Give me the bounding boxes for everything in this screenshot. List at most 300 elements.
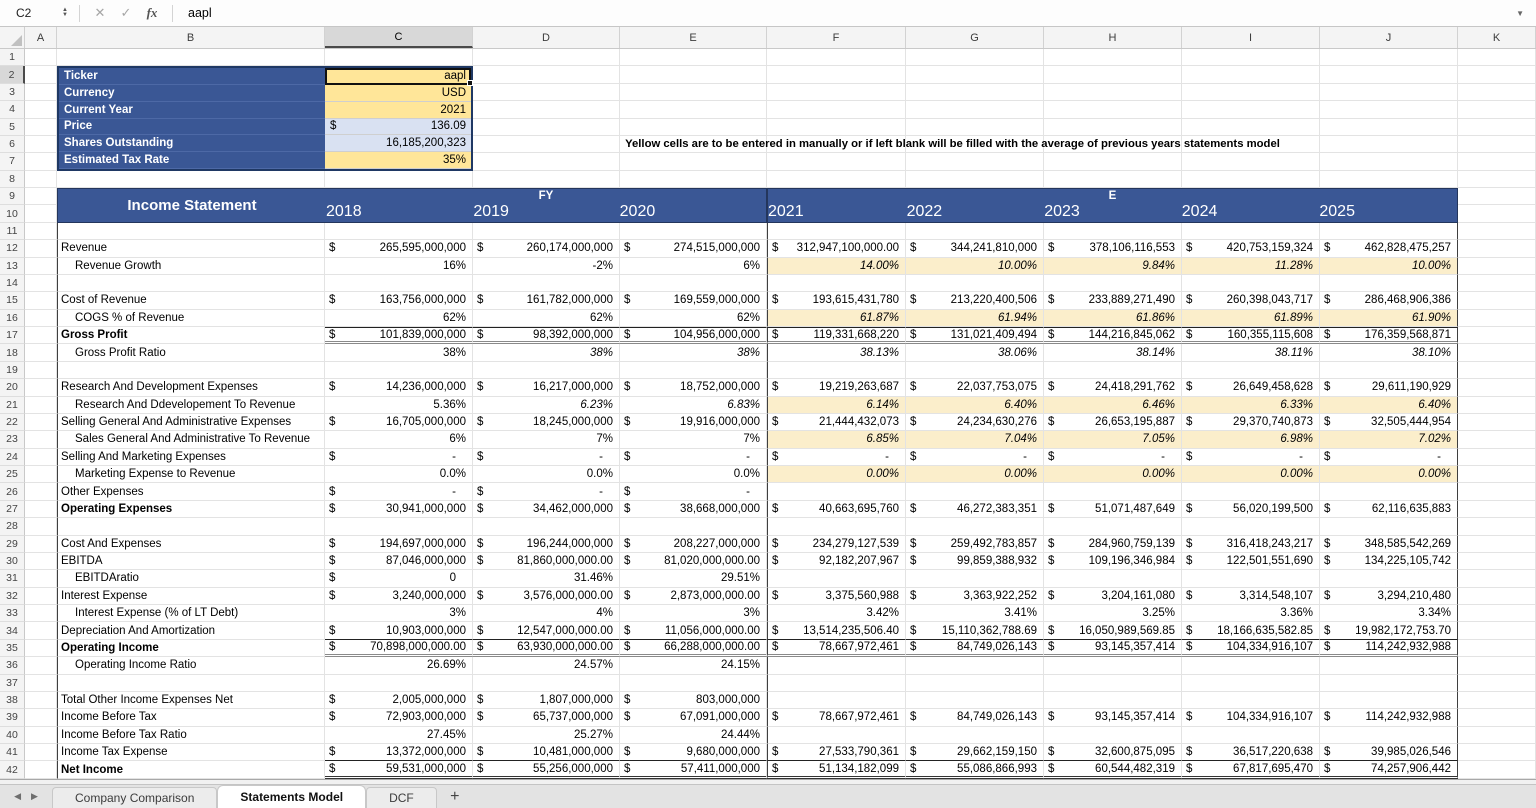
cell-J27[interactable] xyxy=(1320,501,1458,518)
col-header-D[interactable]: D xyxy=(473,27,620,48)
cell-E15[interactable] xyxy=(620,292,767,309)
cell-H16[interactable]: 61.86% xyxy=(1044,310,1182,327)
cell-E31[interactable]: 29.51% xyxy=(620,570,767,587)
cell-J23[interactable]: 7.02% xyxy=(1320,431,1458,448)
cell-C26[interactable] xyxy=(325,483,473,500)
cell-A15[interactable] xyxy=(25,292,57,309)
cell-I39[interactable] xyxy=(1182,709,1320,726)
cell-J19[interactable] xyxy=(1320,362,1458,379)
cell-D13[interactable]: -2% xyxy=(473,258,620,275)
cell-K25[interactable] xyxy=(1458,466,1536,483)
cell-E17[interactable] xyxy=(620,327,767,344)
cell-H27[interactable] xyxy=(1044,501,1182,518)
cell-C22[interactable] xyxy=(325,414,473,431)
row-header-12[interactable]: 12 xyxy=(0,240,25,257)
cell-A6[interactable] xyxy=(25,136,57,153)
cell-J17[interactable] xyxy=(1320,327,1458,344)
cell-G36[interactable] xyxy=(906,657,1044,674)
cell-C28[interactable] xyxy=(325,518,473,535)
cell-G27[interactable] xyxy=(906,501,1044,518)
cell-B18-gross-profit-ratio[interactable]: Gross Profit Ratio xyxy=(57,344,325,361)
cell-A32[interactable] xyxy=(25,588,57,605)
cell-B23-sales-general-and-administrative-to-revenue[interactable]: Sales General And Administrative To Revenue xyxy=(57,431,325,448)
cell-G21[interactable]: 6.40% xyxy=(906,397,1044,414)
cell-D16[interactable]: 62% xyxy=(473,310,620,327)
cell-A30[interactable] xyxy=(25,553,57,570)
cell-A36[interactable] xyxy=(25,657,57,674)
cell-H38[interactable] xyxy=(1044,692,1182,709)
cell-D1[interactable] xyxy=(473,49,620,66)
cell-A21[interactable] xyxy=(25,397,57,414)
info-label-ticker[interactable]: Ticker xyxy=(59,68,325,85)
cell-C39[interactable] xyxy=(325,709,473,726)
cell-J16[interactable]: 61.90% xyxy=(1320,310,1458,327)
cell-B41-income-tax-expense[interactable]: Income Tax Expense xyxy=(57,744,325,761)
cell-H40[interactable] xyxy=(1044,727,1182,744)
cell-C34[interactable] xyxy=(325,622,473,639)
cell-A5[interactable] xyxy=(25,119,57,136)
cell-I11[interactable] xyxy=(1182,223,1320,240)
row-header-14[interactable]: 14 xyxy=(0,275,25,292)
cell-D7[interactable] xyxy=(473,153,620,170)
cell-F16[interactable]: 61.87% xyxy=(767,310,906,327)
cell-I32[interactable] xyxy=(1182,588,1320,605)
row-header-15[interactable]: 15 xyxy=(0,292,25,309)
info-value-currency[interactable] xyxy=(325,85,471,102)
year-2018[interactable]: 2018 xyxy=(326,202,362,220)
cell-B28[interactable] xyxy=(57,518,325,535)
col-header-B[interactable]: B xyxy=(57,27,325,48)
cell-A29[interactable] xyxy=(25,536,57,553)
cell-K6[interactable] xyxy=(1458,136,1536,153)
cell-A4[interactable] xyxy=(25,101,57,118)
cell-H34[interactable] xyxy=(1044,622,1182,639)
cell-K13[interactable] xyxy=(1458,258,1536,275)
info-value-shares-outstanding[interactable] xyxy=(325,135,471,152)
cell-E20[interactable] xyxy=(620,379,767,396)
cell-H12[interactable] xyxy=(1044,240,1182,257)
cell-D35[interactable] xyxy=(473,640,620,657)
cell-I37[interactable] xyxy=(1182,675,1320,692)
row-header-3[interactable]: 3 xyxy=(0,84,25,101)
cell-J41[interactable] xyxy=(1320,744,1458,761)
cell-D21[interactable]: 6.23% xyxy=(473,397,620,414)
cell-F11[interactable] xyxy=(767,223,906,240)
cell-C21[interactable]: 5.36% xyxy=(325,397,473,414)
col-header-E[interactable]: E xyxy=(620,27,767,48)
cell-H18[interactable]: 38.14% xyxy=(1044,344,1182,361)
cell-H31[interactable] xyxy=(1044,570,1182,587)
cell-I25[interactable]: 0.00% xyxy=(1182,466,1320,483)
cell-D29[interactable] xyxy=(473,536,620,553)
cell-C33[interactable]: 3% xyxy=(325,605,473,622)
cell-A17[interactable] xyxy=(25,327,57,344)
year-2024[interactable]: 2024 xyxy=(1181,202,1218,220)
cell-B22-selling-general-and-administrative-expenses[interactable]: Selling General And Administrative Expenses xyxy=(57,414,325,431)
cell-I3[interactable] xyxy=(1182,84,1320,101)
cell-H37[interactable] xyxy=(1044,675,1182,692)
cell-D19[interactable] xyxy=(473,362,620,379)
cell-D11[interactable] xyxy=(473,223,620,240)
cell-D32[interactable] xyxy=(473,588,620,605)
cell-J4[interactable] xyxy=(1320,101,1458,118)
cell-K12[interactable] xyxy=(1458,240,1536,257)
cell-C25[interactable]: 0.0% xyxy=(325,466,473,483)
cell-G25[interactable]: 0.00% xyxy=(906,466,1044,483)
cell-H19[interactable] xyxy=(1044,362,1182,379)
cell-H32[interactable] xyxy=(1044,588,1182,605)
cell-G33[interactable]: 3.41% xyxy=(906,605,1044,622)
cell-G20[interactable] xyxy=(906,379,1044,396)
row-header-33[interactable]: 33 xyxy=(0,605,25,622)
row-header-21[interactable]: 21 xyxy=(0,397,25,414)
cell-I13[interactable]: 11.28% xyxy=(1182,258,1320,275)
cell-D12[interactable] xyxy=(473,240,620,257)
cell-J42[interactable] xyxy=(1320,761,1458,778)
cell-H13[interactable]: 9.84% xyxy=(1044,258,1182,275)
cell-B8[interactable] xyxy=(57,171,325,188)
cell-G4[interactable] xyxy=(906,101,1044,118)
cell-F3[interactable] xyxy=(767,84,906,101)
row-header-24[interactable]: 24 xyxy=(0,449,25,466)
cell-D37[interactable] xyxy=(473,675,620,692)
cell-D18[interactable]: 38% xyxy=(473,344,620,361)
cell-K10[interactable] xyxy=(1458,205,1536,222)
cell-E11[interactable] xyxy=(620,223,767,240)
cell-C1[interactable] xyxy=(325,49,473,66)
cell-K40[interactable] xyxy=(1458,727,1536,744)
cell-H21[interactable]: 6.46% xyxy=(1044,397,1182,414)
col-header-K[interactable]: K xyxy=(1458,27,1536,48)
info-value-estimated-tax-rate[interactable] xyxy=(325,152,471,169)
cell-F42[interactable] xyxy=(767,761,906,778)
cell-J7[interactable] xyxy=(1320,153,1458,170)
cell-G24[interactable] xyxy=(906,449,1044,466)
row-header-1[interactable]: 1 xyxy=(0,49,25,66)
cell-J8[interactable] xyxy=(1320,171,1458,188)
cell-D14[interactable] xyxy=(473,275,620,292)
cell-A10[interactable] xyxy=(25,205,57,222)
cell-F23[interactable]: 6.85% xyxy=(767,431,906,448)
cell-D26[interactable] xyxy=(473,483,620,500)
cell-A12[interactable] xyxy=(25,240,57,257)
row-header-8[interactable]: 8 xyxy=(0,171,25,188)
cell-F24[interactable] xyxy=(767,449,906,466)
cell-K37[interactable] xyxy=(1458,675,1536,692)
cell-I7[interactable] xyxy=(1182,153,1320,170)
cell-I36[interactable] xyxy=(1182,657,1320,674)
cell-C30[interactable] xyxy=(325,553,473,570)
cell-J24[interactable] xyxy=(1320,449,1458,466)
cell-J6[interactable] xyxy=(1320,136,1458,153)
cell-E22[interactable] xyxy=(620,414,767,431)
cell-I31[interactable] xyxy=(1182,570,1320,587)
cell-C23[interactable]: 6% xyxy=(325,431,473,448)
cell-F18[interactable]: 38.13% xyxy=(767,344,906,361)
row-header-37[interactable]: 37 xyxy=(0,675,25,692)
cell-C17[interactable] xyxy=(325,327,473,344)
cell-C32[interactable] xyxy=(325,588,473,605)
cell-J37[interactable] xyxy=(1320,675,1458,692)
cell-G26[interactable] xyxy=(906,483,1044,500)
cell-E5[interactable] xyxy=(620,119,767,136)
cell-J18[interactable]: 38.10% xyxy=(1320,344,1458,361)
cell-D3[interactable] xyxy=(473,84,620,101)
cell-A42[interactable] xyxy=(25,761,57,778)
row-header-25[interactable]: 25 xyxy=(0,466,25,483)
info-label-price[interactable]: Price xyxy=(59,119,325,136)
cell-B11[interactable] xyxy=(57,223,325,240)
cell-B20-research-and-development-expenses[interactable]: Research And Development Expenses xyxy=(57,379,325,396)
cell-I42[interactable] xyxy=(1182,761,1320,778)
col-header-A[interactable]: A xyxy=(25,27,57,48)
info-label-currency[interactable]: Currency xyxy=(59,85,325,102)
info-label-current-year[interactable]: Current Year xyxy=(59,102,325,119)
cell-F25[interactable]: 0.00% xyxy=(767,466,906,483)
year-2025[interactable]: 2025 xyxy=(1319,202,1355,220)
cell-F20[interactable] xyxy=(767,379,906,396)
cell-B30-ebitda[interactable]: EBITDA xyxy=(57,553,325,570)
cell-D25[interactable]: 0.0% xyxy=(473,466,620,483)
cell-E41[interactable] xyxy=(620,744,767,761)
cell-E23[interactable]: 7% xyxy=(620,431,767,448)
cell-A26[interactable] xyxy=(25,483,57,500)
cell-G1[interactable] xyxy=(906,49,1044,66)
cell-I22[interactable] xyxy=(1182,414,1320,431)
cell-K11[interactable] xyxy=(1458,223,1536,240)
e-group-label[interactable]: E xyxy=(1108,190,1117,203)
cell-A41[interactable] xyxy=(25,744,57,761)
cell-B40-income-before-tax-ratio[interactable]: Income Before Tax Ratio xyxy=(57,727,325,744)
cell-I35[interactable] xyxy=(1182,640,1320,657)
cell-C38[interactable] xyxy=(325,692,473,709)
row-header-32[interactable]: 32 xyxy=(0,588,25,605)
formula-bar-expand-icon[interactable]: ▼ xyxy=(1516,8,1524,18)
cell-K1[interactable] xyxy=(1458,49,1536,66)
cell-B31-ebitdaratio[interactable]: EBITDAratio xyxy=(57,570,325,587)
cell-F17[interactable] xyxy=(767,327,906,344)
cell-G34[interactable] xyxy=(906,622,1044,639)
cell-B35-operating-income[interactable]: Operating Income xyxy=(57,640,325,657)
col-header-G[interactable]: G xyxy=(906,27,1044,48)
cell-I5[interactable] xyxy=(1182,119,1320,136)
cell-J22[interactable] xyxy=(1320,414,1458,431)
cell-A9[interactable] xyxy=(25,188,57,205)
row-header-30[interactable]: 30 xyxy=(0,553,25,570)
cell-H39[interactable] xyxy=(1044,709,1182,726)
row-header-2[interactable]: 2 xyxy=(0,66,25,83)
cell-G3[interactable] xyxy=(906,84,1044,101)
cell-E37[interactable] xyxy=(620,675,767,692)
cell-F22[interactable] xyxy=(767,414,906,431)
cell-H28[interactable] xyxy=(1044,518,1182,535)
cell-F4[interactable] xyxy=(767,101,906,118)
cell-K38[interactable] xyxy=(1458,692,1536,709)
cell-H3[interactable] xyxy=(1044,84,1182,101)
cancel-icon[interactable]: ✕ xyxy=(94,5,106,20)
cell-G28[interactable] xyxy=(906,518,1044,535)
cell-F29[interactable] xyxy=(767,536,906,553)
cell-I29[interactable] xyxy=(1182,536,1320,553)
row-header-13[interactable]: 13 xyxy=(0,258,25,275)
cell-K21[interactable] xyxy=(1458,397,1536,414)
cell-F13[interactable]: 14.00% xyxy=(767,258,906,275)
cell-D40[interactable]: 25.27% xyxy=(473,727,620,744)
cell-F37[interactable] xyxy=(767,675,906,692)
cell-K33[interactable] xyxy=(1458,605,1536,622)
cell-K29[interactable] xyxy=(1458,536,1536,553)
cell-A33[interactable] xyxy=(25,605,57,622)
cell-B27-operating-expenses[interactable]: Operating Expenses xyxy=(57,501,325,518)
cell-K31[interactable] xyxy=(1458,570,1536,587)
cell-F31[interactable] xyxy=(767,570,906,587)
cell-E7[interactable] xyxy=(620,153,767,170)
cell-G29[interactable] xyxy=(906,536,1044,553)
row-header-27[interactable]: 27 xyxy=(0,501,25,518)
cell-A3[interactable] xyxy=(25,84,57,101)
cell-H1[interactable] xyxy=(1044,49,1182,66)
cell-D2[interactable] xyxy=(473,66,620,83)
cell-D5[interactable] xyxy=(473,119,620,136)
cell-H42[interactable] xyxy=(1044,761,1182,778)
cell-E36[interactable]: 24.15% xyxy=(620,657,767,674)
cell-G41[interactable] xyxy=(906,744,1044,761)
prev-sheet-icon[interactable]: ◀ xyxy=(14,791,21,801)
cell-J26[interactable] xyxy=(1320,483,1458,500)
cell-G19[interactable] xyxy=(906,362,1044,379)
cell-E34[interactable] xyxy=(620,622,767,639)
row-header-28[interactable]: 28 xyxy=(0,518,25,535)
cell-J30[interactable] xyxy=(1320,553,1458,570)
cell-E2[interactable] xyxy=(620,66,767,83)
cell-C19[interactable] xyxy=(325,362,473,379)
cell-H22[interactable] xyxy=(1044,414,1182,431)
cell-H5[interactable] xyxy=(1044,119,1182,136)
cell-D27[interactable] xyxy=(473,501,620,518)
cell-B24-selling-and-marketing-expenses[interactable]: Selling And Marketing Expenses xyxy=(57,449,325,466)
cell-G35[interactable] xyxy=(906,640,1044,657)
cell-C16[interactable]: 62% xyxy=(325,310,473,327)
cell-A27[interactable] xyxy=(25,501,57,518)
cell-C24[interactable] xyxy=(325,449,473,466)
cell-H14[interactable] xyxy=(1044,275,1182,292)
cell-E33[interactable]: 3% xyxy=(620,605,767,622)
cell-H36[interactable] xyxy=(1044,657,1182,674)
cell-A23[interactable] xyxy=(25,431,57,448)
row-header-10[interactable]: 10 xyxy=(0,205,25,222)
cell-H41[interactable] xyxy=(1044,744,1182,761)
cell-B17-gross-profit[interactable]: Gross Profit xyxy=(57,327,325,344)
cell-B21-research-and-ddevelopement-to-revenue[interactable]: Research And Ddevelopement To Revenue xyxy=(57,397,325,414)
cell-I26[interactable] xyxy=(1182,483,1320,500)
cell-B29-cost-and-expenses[interactable]: Cost And Expenses xyxy=(57,536,325,553)
cell-G39[interactable] xyxy=(906,709,1044,726)
cell-I33[interactable]: 3.36% xyxy=(1182,605,1320,622)
cell-F35[interactable] xyxy=(767,640,906,657)
cell-I28[interactable] xyxy=(1182,518,1320,535)
cell-G31[interactable] xyxy=(906,570,1044,587)
cell-J29[interactable] xyxy=(1320,536,1458,553)
cell-F19[interactable] xyxy=(767,362,906,379)
cell-D17[interactable] xyxy=(473,327,620,344)
cell-F39[interactable] xyxy=(767,709,906,726)
cell-G22[interactable] xyxy=(906,414,1044,431)
cell-H24[interactable] xyxy=(1044,449,1182,466)
cell-C14[interactable] xyxy=(325,275,473,292)
cell-A7[interactable] xyxy=(25,153,57,170)
cell-K27[interactable] xyxy=(1458,501,1536,518)
cell-I27[interactable] xyxy=(1182,501,1320,518)
cell-B33-interest-expense-of-lt-debt[interactable]: Interest Expense (% of LT Debt) xyxy=(57,605,325,622)
cell-E25[interactable]: 0.0% xyxy=(620,466,767,483)
cell-I16[interactable]: 61.89% xyxy=(1182,310,1320,327)
cell-D33[interactable]: 4% xyxy=(473,605,620,622)
cell-F27[interactable] xyxy=(767,501,906,518)
cell-D15[interactable] xyxy=(473,292,620,309)
cell-G7[interactable] xyxy=(906,153,1044,170)
cell-B37[interactable] xyxy=(57,675,325,692)
accept-icon[interactable]: ✓ xyxy=(120,5,132,20)
row-header-35[interactable]: 35 xyxy=(0,640,25,657)
cell-E39[interactable] xyxy=(620,709,767,726)
tab-dcf[interactable]: DCF xyxy=(366,787,437,808)
cell-A24[interactable] xyxy=(25,449,57,466)
cell-D8[interactable] xyxy=(473,171,620,188)
cell-C20[interactable] xyxy=(325,379,473,396)
cell-A39[interactable] xyxy=(25,709,57,726)
cell-J36[interactable] xyxy=(1320,657,1458,674)
row-header-31[interactable]: 31 xyxy=(0,570,25,587)
cell-C36[interactable]: 26.69% xyxy=(325,657,473,674)
info-label-shares-outstanding[interactable]: Shares Outstanding xyxy=(59,135,325,152)
cell-I1[interactable] xyxy=(1182,49,1320,66)
cell-J20[interactable] xyxy=(1320,379,1458,396)
cell-B32-interest-expense[interactable]: Interest Expense xyxy=(57,588,325,605)
cell-C42[interactable] xyxy=(325,761,473,778)
tab-statements-model[interactable]: Statements Model xyxy=(217,785,366,808)
cell-G14[interactable] xyxy=(906,275,1044,292)
cell-G2[interactable] xyxy=(906,66,1044,83)
cell-J31[interactable] xyxy=(1320,570,1458,587)
row-header-34[interactable]: 34 xyxy=(0,622,25,639)
next-sheet-icon[interactable]: ▶ xyxy=(31,791,38,801)
row-header-16[interactable]: 16 xyxy=(0,310,25,327)
cell-G17[interactable] xyxy=(906,327,1044,344)
cell-I24[interactable] xyxy=(1182,449,1320,466)
cell-D20[interactable] xyxy=(473,379,620,396)
row-header-20[interactable]: 20 xyxy=(0,379,25,396)
cell-C40[interactable]: 27.45% xyxy=(325,727,473,744)
cell-C37[interactable] xyxy=(325,675,473,692)
cell-B25-marketing-expense-to-revenue[interactable]: Marketing Expense to Revenue xyxy=(57,466,325,483)
cell-F1[interactable] xyxy=(767,49,906,66)
cell-H8[interactable] xyxy=(1044,171,1182,188)
cell-E13[interactable]: 6% xyxy=(620,258,767,275)
cell-D39[interactable] xyxy=(473,709,620,726)
cell-J38[interactable] xyxy=(1320,692,1458,709)
info-value-price[interactable] xyxy=(325,119,471,136)
year-2021[interactable]: 2021 xyxy=(768,202,804,220)
cell-J1[interactable] xyxy=(1320,49,1458,66)
cell-J15[interactable] xyxy=(1320,292,1458,309)
cell-A14[interactable] xyxy=(25,275,57,292)
cell-C35[interactable] xyxy=(325,640,473,657)
cell-C15[interactable] xyxy=(325,292,473,309)
row-header-4[interactable]: 4 xyxy=(0,101,25,118)
row-header-29[interactable]: 29 xyxy=(0,536,25,553)
cell-F14[interactable] xyxy=(767,275,906,292)
cell-J25[interactable]: 0.00% xyxy=(1320,466,1458,483)
